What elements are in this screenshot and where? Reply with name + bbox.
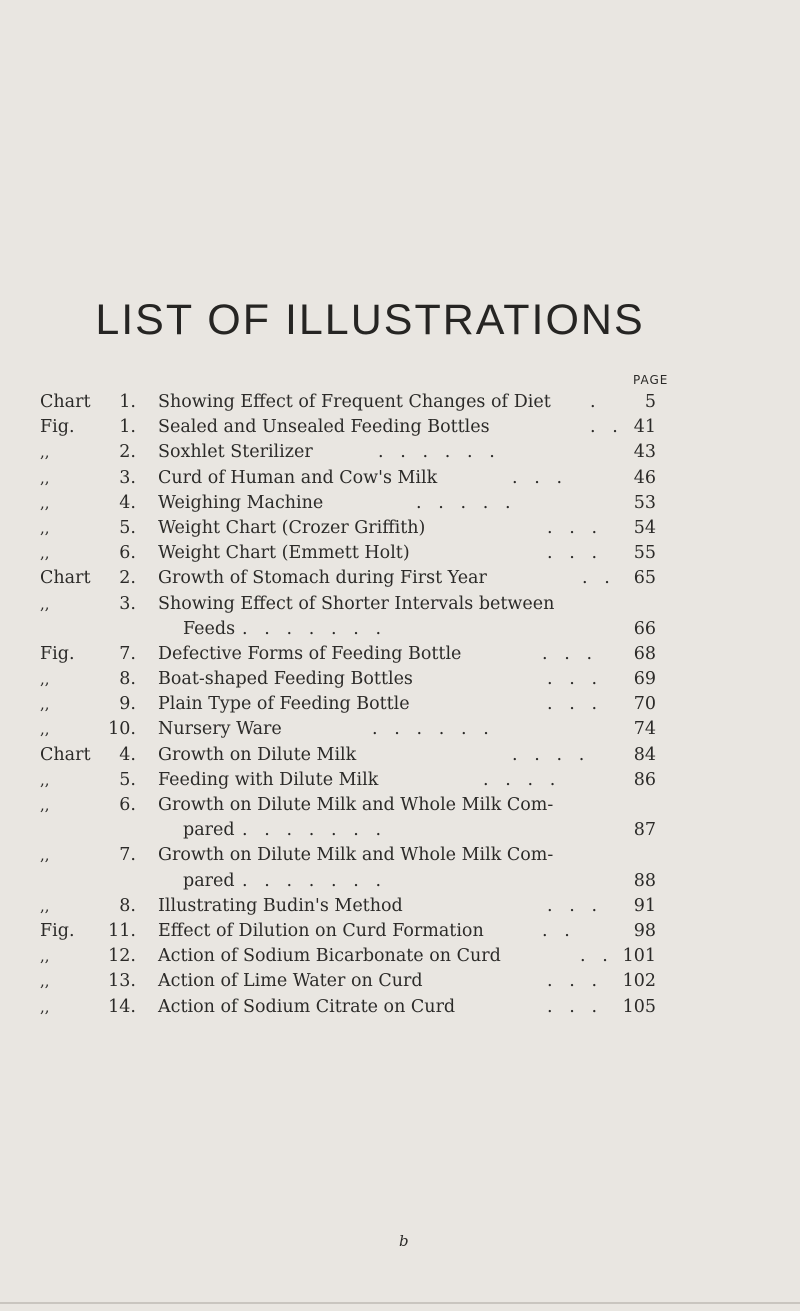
- list-item: [0, 869, 800, 894]
- entry-number: 6.: [119, 543, 136, 564]
- entry-page-number: 5: [644, 392, 656, 412]
- entry-number: 9.: [119, 694, 136, 715]
- entry-page-number: 101: [622, 946, 656, 967]
- entry-kind: ,,: [40, 997, 50, 1016]
- leader-dots: . . .: [547, 895, 598, 916]
- list-item: [0, 466, 800, 491]
- entry-number: 8.: [119, 669, 136, 690]
- entry-description: Growth on Dilute Milk: [158, 744, 357, 765]
- entry-description: Soxhlet Sterilizer: [158, 442, 313, 463]
- entry-kind: ,,: [40, 443, 50, 462]
- list-item: [0, 768, 800, 793]
- list-item: [0, 717, 800, 742]
- entry-page-number: 98: [633, 920, 656, 941]
- list-item: [0, 566, 800, 591]
- entry-description: Growth on Dilute Milk and Whole Milk Com-: [158, 845, 554, 866]
- entry-page-number: 53: [633, 492, 656, 513]
- entry-kind: Fig.: [40, 920, 75, 941]
- entry-description: Weight Chart (Crozer Griffith): [158, 517, 426, 538]
- list-item: [0, 843, 800, 868]
- entry-description: Showing Effect of Shorter Intervals between: [158, 593, 555, 614]
- entry-number: 12.: [108, 946, 136, 967]
- entry-kind: ,,: [40, 796, 50, 814]
- entry-kind: ,,: [40, 846, 50, 865]
- leader-dots: . . . . . . .: [242, 618, 382, 639]
- leader-dots: .: [590, 392, 596, 412]
- entry-number: 14.: [108, 996, 136, 1017]
- entry-kind: ,,: [40, 468, 50, 487]
- list-item: [0, 919, 800, 944]
- entry-page-number: 86: [633, 769, 656, 790]
- list-item: [0, 541, 800, 566]
- entry-description: Showing Effect of Frequent Changes of Diet: [158, 392, 551, 412]
- entry-number: 10.: [108, 719, 136, 740]
- entry-description: Growth on Dilute Milk and Whole Milk Com-: [158, 795, 554, 815]
- leader-dots: . . . .: [512, 744, 585, 765]
- entry-description: Action of Lime Water on Curd: [158, 971, 423, 992]
- leader-dots: . . . .: [483, 769, 556, 790]
- leader-dots: . .: [582, 568, 610, 589]
- entry-number: 3.: [119, 593, 136, 614]
- list-item: [0, 667, 800, 692]
- entry-kind: ,,: [40, 594, 50, 613]
- leader-dots: . . . . .: [416, 492, 511, 513]
- leader-dots: . .: [590, 417, 618, 438]
- list-item: [0, 491, 800, 516]
- entry-description: Weighing Machine: [158, 492, 324, 513]
- entry-page-number: 87: [633, 820, 656, 841]
- entry-number: 5.: [119, 517, 136, 538]
- list-item: [0, 617, 800, 642]
- list-item: [0, 743, 800, 768]
- leader-dots: . . . . . .: [372, 719, 489, 740]
- entry-page-number: 102: [622, 971, 656, 992]
- list-item: [0, 390, 800, 415]
- entry-page-number: 65: [633, 568, 656, 589]
- leader-dots: . . .: [512, 467, 563, 488]
- entry-kind: ,,: [40, 493, 50, 512]
- list-item: [0, 642, 800, 667]
- entry-description: Action of Sodium Citrate on Curd: [158, 996, 456, 1017]
- list-item: [0, 440, 800, 465]
- entry-number: 6.: [119, 795, 136, 815]
- leader-dots: . . . . . .: [378, 442, 495, 463]
- list-item: [0, 692, 800, 717]
- entry-description: Plain Type of Feeding Bottle: [158, 694, 410, 715]
- entry-number: 11.: [108, 920, 136, 941]
- leader-dots: . .: [542, 920, 570, 941]
- entry-kind: ,,: [40, 896, 50, 915]
- entry-kind: ,,: [40, 972, 50, 991]
- entry-kind: ,,: [40, 544, 50, 563]
- list-item: [0, 894, 800, 919]
- entry-page-number: 43: [633, 442, 656, 463]
- entry-description: Growth of Stomach during First Year: [158, 568, 487, 589]
- entry-number: 7.: [119, 643, 136, 664]
- entry-description: Nursery Ware: [158, 719, 282, 740]
- entry-description: pared: [183, 820, 235, 841]
- page-title: LIST OF ILLUSTRATIONS: [95, 296, 645, 344]
- list-item: [0, 793, 800, 818]
- leader-dots: . . .: [547, 694, 598, 715]
- entry-number: 4.: [119, 492, 136, 513]
- entry-kind: Fig.: [40, 417, 75, 438]
- entry-kind: ,,: [40, 695, 50, 714]
- entry-page-number: 69: [633, 669, 656, 690]
- entry-description: Defective Forms of Feeding Bottle: [158, 643, 462, 664]
- leader-dots: . . . . . . .: [242, 870, 382, 891]
- leader-dots: . . .: [547, 543, 598, 564]
- entry-number: 3.: [119, 467, 136, 488]
- list-item: [0, 592, 800, 617]
- leader-dots: . . .: [542, 643, 593, 664]
- entry-page-number: 74: [633, 719, 656, 740]
- page-column-header: PAGE: [633, 373, 669, 387]
- leader-dots: . . .: [547, 517, 598, 538]
- list-item: [0, 944, 800, 969]
- entry-kind: ,,: [40, 670, 50, 689]
- entry-description: Curd of Human and Cow's Milk: [158, 467, 438, 488]
- entry-number: 2.: [119, 442, 136, 463]
- leader-dots: . . .: [547, 996, 598, 1017]
- entry-description: pared: [183, 870, 235, 891]
- leader-dots: . . .: [547, 971, 598, 992]
- leader-dots: . . . . . . .: [242, 820, 382, 841]
- entry-page-number: 41: [633, 417, 656, 438]
- page-edge-divider: [0, 1302, 800, 1304]
- illustrations-list: [0, 390, 800, 1020]
- entry-kind: Chart: [40, 392, 91, 412]
- entry-description: Feeding with Dilute Milk: [158, 769, 379, 790]
- entry-description: Weight Chart (Emmett Holt): [158, 543, 410, 564]
- entry-number: 4.: [119, 744, 136, 765]
- entry-number: 1.: [119, 392, 136, 412]
- list-item: [0, 969, 800, 994]
- entry-page-number: 70: [633, 694, 656, 715]
- entry-number: 1.: [119, 417, 136, 438]
- entry-kind: ,,: [40, 947, 50, 966]
- entry-description: Boat-shaped Feeding Bottles: [158, 669, 413, 690]
- entry-number: 8.: [119, 895, 136, 916]
- entry-page-number: 66: [633, 618, 656, 639]
- list-item: [0, 415, 800, 440]
- entry-page-number: 88: [633, 870, 656, 891]
- leader-dots: . .: [580, 946, 608, 967]
- entry-kind: ,,: [40, 518, 50, 537]
- entry-page-number: 46: [633, 467, 656, 488]
- entry-kind: Fig.: [40, 643, 75, 664]
- entry-description: Illustrating Budin's Method: [158, 895, 403, 916]
- entry-number: 2.: [119, 568, 136, 589]
- entry-page-number: 55: [633, 543, 656, 564]
- entry-kind: Chart: [40, 744, 91, 765]
- entry-number: 5.: [119, 769, 136, 790]
- entry-description: Feeds: [183, 618, 236, 639]
- list-item: [0, 818, 800, 843]
- list-item: [0, 516, 800, 541]
- entry-kind: ,,: [40, 770, 50, 789]
- leader-dots: . . .: [547, 669, 598, 690]
- entry-page-number: 91: [633, 895, 656, 916]
- list-item: [0, 995, 800, 1020]
- entry-page-number: 105: [622, 996, 656, 1017]
- footer-mark: b: [399, 1232, 409, 1250]
- entry-kind: Chart: [40, 568, 91, 589]
- entry-page-number: 68: [633, 643, 656, 664]
- entry-page-number: 54: [633, 517, 656, 538]
- entry-description: Action of Sodium Bicarbonate on Curd: [158, 946, 501, 967]
- entry-page-number: 84: [633, 744, 656, 765]
- entry-description: Sealed and Unsealed Feeding Bottles: [158, 417, 490, 438]
- entry-number: 13.: [108, 971, 136, 992]
- entry-description: Effect of Dilution on Curd Formation: [158, 920, 484, 941]
- entry-number: 7.: [119, 845, 136, 866]
- entry-kind: ,,: [40, 720, 50, 739]
